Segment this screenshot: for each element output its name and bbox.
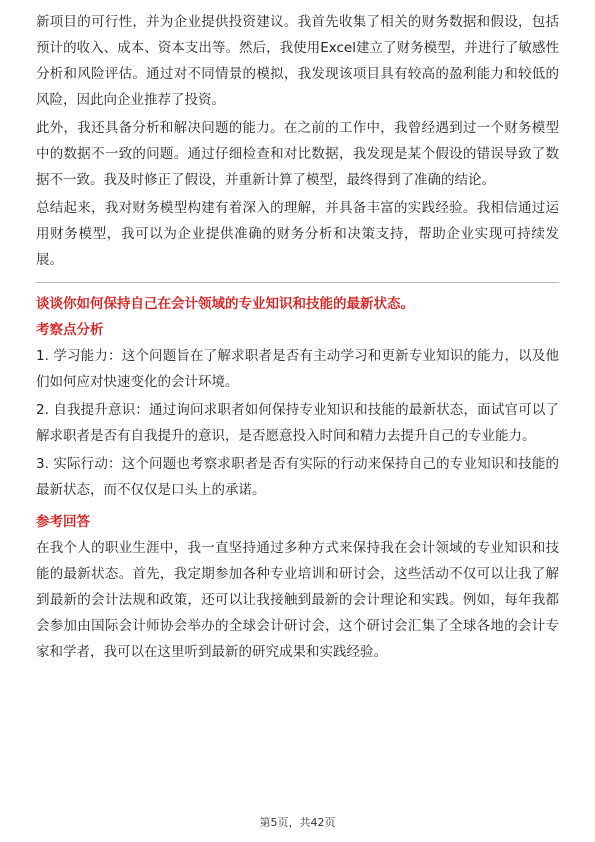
analysis-item: 2. 自我提升意识：通过询问求职者如何保持专业知识和技能的最新状态，面试官可以了解求职者是否有自我提升的意识，是否愿意投入时间和精力去提升自己的专业能力。 [36, 402, 559, 444]
answer-heading: 参考回答 [36, 514, 90, 530]
body-paragraph: 此外，我还具备分析和解决问题的能力。在之前的工作中，我曾经遇到过一个财务模型中的数据不一致的问题。通过仔细检查和对比数据，我发现是某个假设的错误导致了数据不一致。我及时修正了假设，并重新计算了模型，最终得到了准确的结论。 [36, 120, 559, 188]
body-paragraph: 新项目的可行性，并为企业提供投资建议。我首先收集了相关的财务数据和假设，包括预计的收入、成本、资本支出等。然后，我使用Excel建立了财务模型，并进行了敏感性分析和风险评估。通过对不同情景的模拟，我发现该项目具有较高的盈利能力和较低的风险，因此向企业推荐了投资。 [36, 14, 559, 108]
body-paragraph: 总结起来，我对财务模型构建有着深入的理解，并具备丰富的实践经验。我相信通过运用财务模型，我可以为企业提供准确的财务分析和决策支持，帮助企业实现可持续发展。 [36, 200, 559, 268]
analysis-item: 1. 学习能力：这个问题旨在了解求职者是否有主动学习和更新专业知识的能力，以及他们如何应对快速变化的会计环境。 [36, 348, 559, 390]
interview-question: 谈谈你如何保持自己在会计领域的专业知识和技能的最新状态。 [36, 296, 414, 312]
analysis-item: 3. 实际行动：这个问题也考察求职者是否有实际的行动来保持自己的专业知识和技能的最新状态，而不仅仅是口头上的承诺。 [36, 456, 559, 498]
analysis-heading: 考察点分析 [36, 322, 104, 338]
page-number-footer: 第5页，共42页 [259, 816, 336, 829]
document-page [36, 0, 559, 665]
answer-paragraph: 在我个人的职业生涯中，我一直坚持通过多种方式来保持我在会计领域的专业知识和技能的最新状态。首先，我定期参加各种专业培训和研讨会，这些活动不仅可以让我了解到最新的会计法规和政策，还可以让我接触到最新的会计理论和实践。例如，每年我都会参加由国际会计师协会举办的全球会计研讨会，这个研讨会汇集了全球各地的会计专家和学者，我可以在这里听到最新的研究成果和实践经验。 [36, 540, 559, 660]
section-divider [36, 282, 559, 283]
